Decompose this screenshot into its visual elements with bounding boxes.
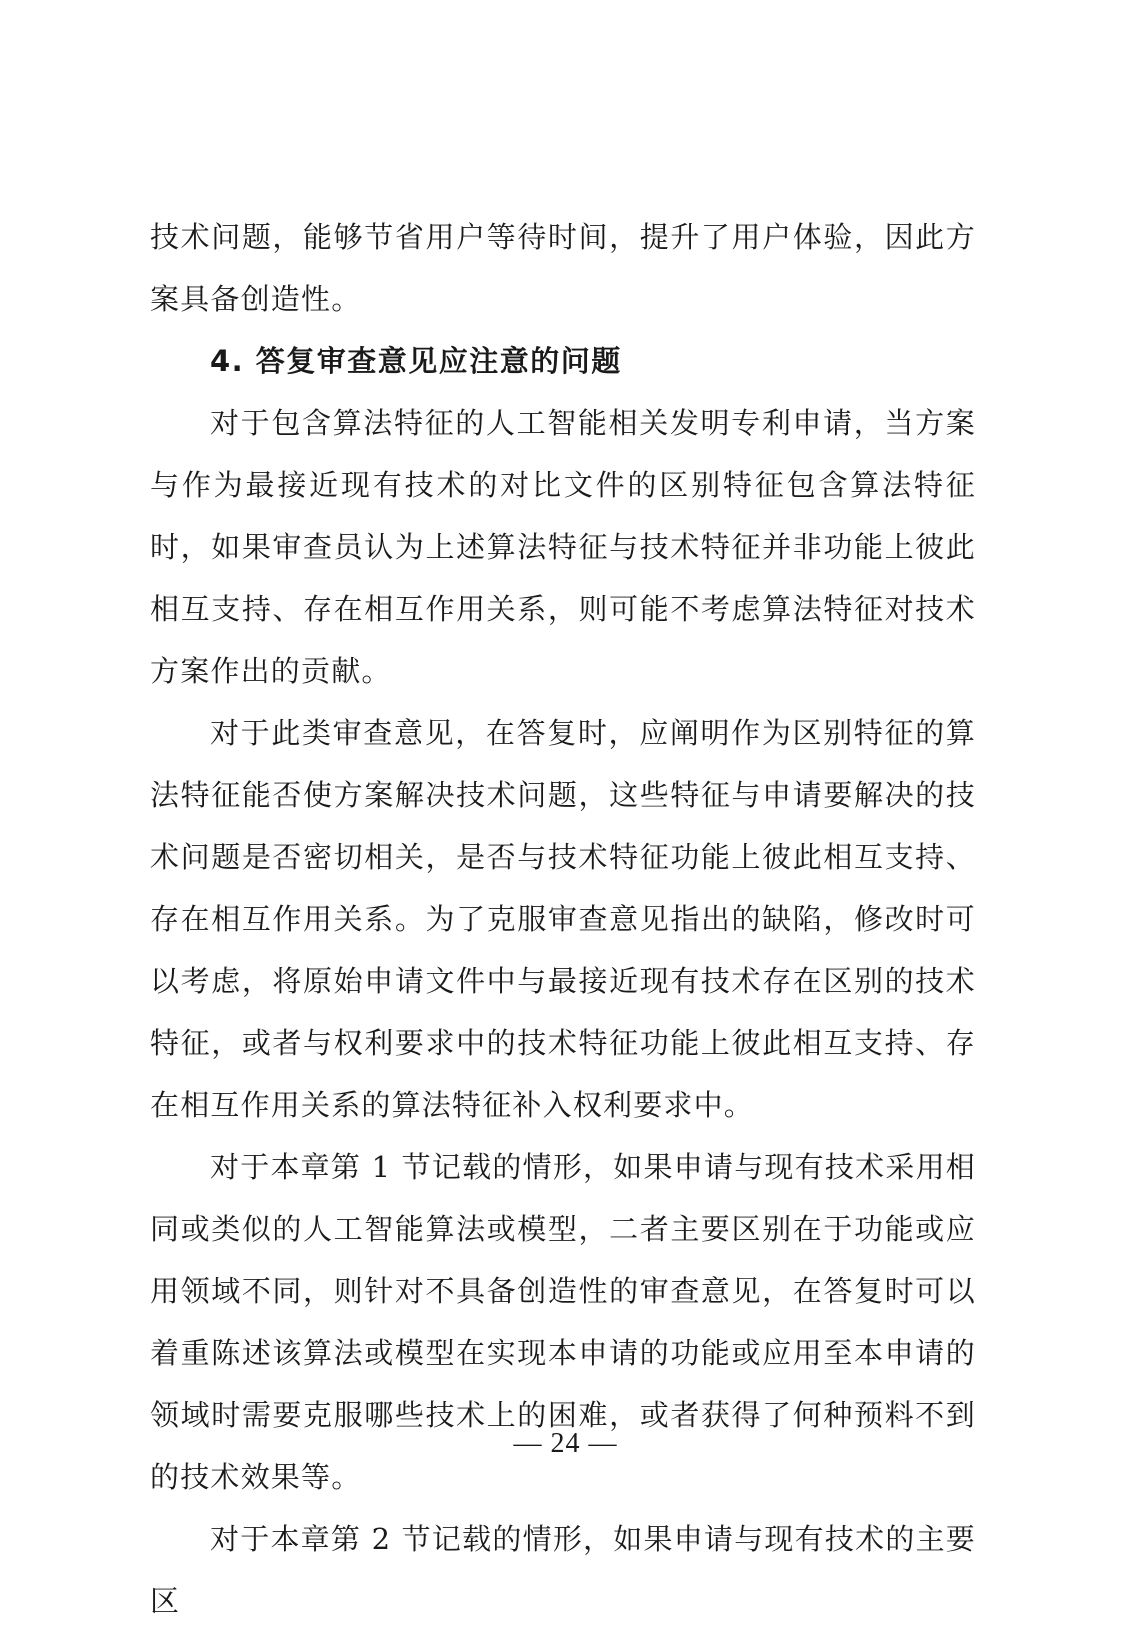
- section-heading: 4. 答复审查意见应注意的问题: [210, 344, 622, 378]
- paragraph-section-1-case: 对于本章第 1 节记载的情形，如果申请与现有技术采用相同或类似的人工智能算法或模型，二者主要区别在于功能或应用领域不同，则针对不具备创造性的审查意见，在答复时可以着重陈述该算法或模型在实现本申请的功能或应用至本申请的领域时需要克服哪些技术上的困难，或者获得了何种预料不到的技术效果等。: [150, 1150, 976, 1494]
- paragraph-continuation: 技术问题，能够节省用户等待时间，提升了用户体验，因此方案具备创造性。: [150, 220, 976, 316]
- page-number: — 24 —: [513, 1428, 618, 1459]
- document-body: [150, 206, 976, 1632]
- paragraph-algorithm-features: 对于包含算法特征的人工智能相关发明专利申请，当方案与作为最接近现有技术的对比文件的区别特征包含算法特征时，如果审查员认为上述算法特征与技术特征并非功能上彼此相互支持、存在相互作用关系，则可能不考虑算法特征对技术方案作出的贡献。: [150, 406, 976, 688]
- paragraph-section-2-case: 对于本章第 2 节记载的情形，如果申请与现有技术的主要区: [150, 1522, 976, 1618]
- paragraph-response-guidance: 对于此类审查意见，在答复时，应阐明作为区别特征的算法特征能否使方案解决技术问题，这些特征与申请要解决的技术问题是否密切相关，是否与技术特征功能上彼此相互支持、存在相互作用关系。为了克服审查意见指出的缺陷，修改时可以考虑，将原始申请文件中与最接近现有技术存在区别的技术特征，或者与权利要求中的技术特征功能上彼此相互支持、存在相互作用关系的算法特征补入权利要求中。: [150, 716, 976, 1122]
